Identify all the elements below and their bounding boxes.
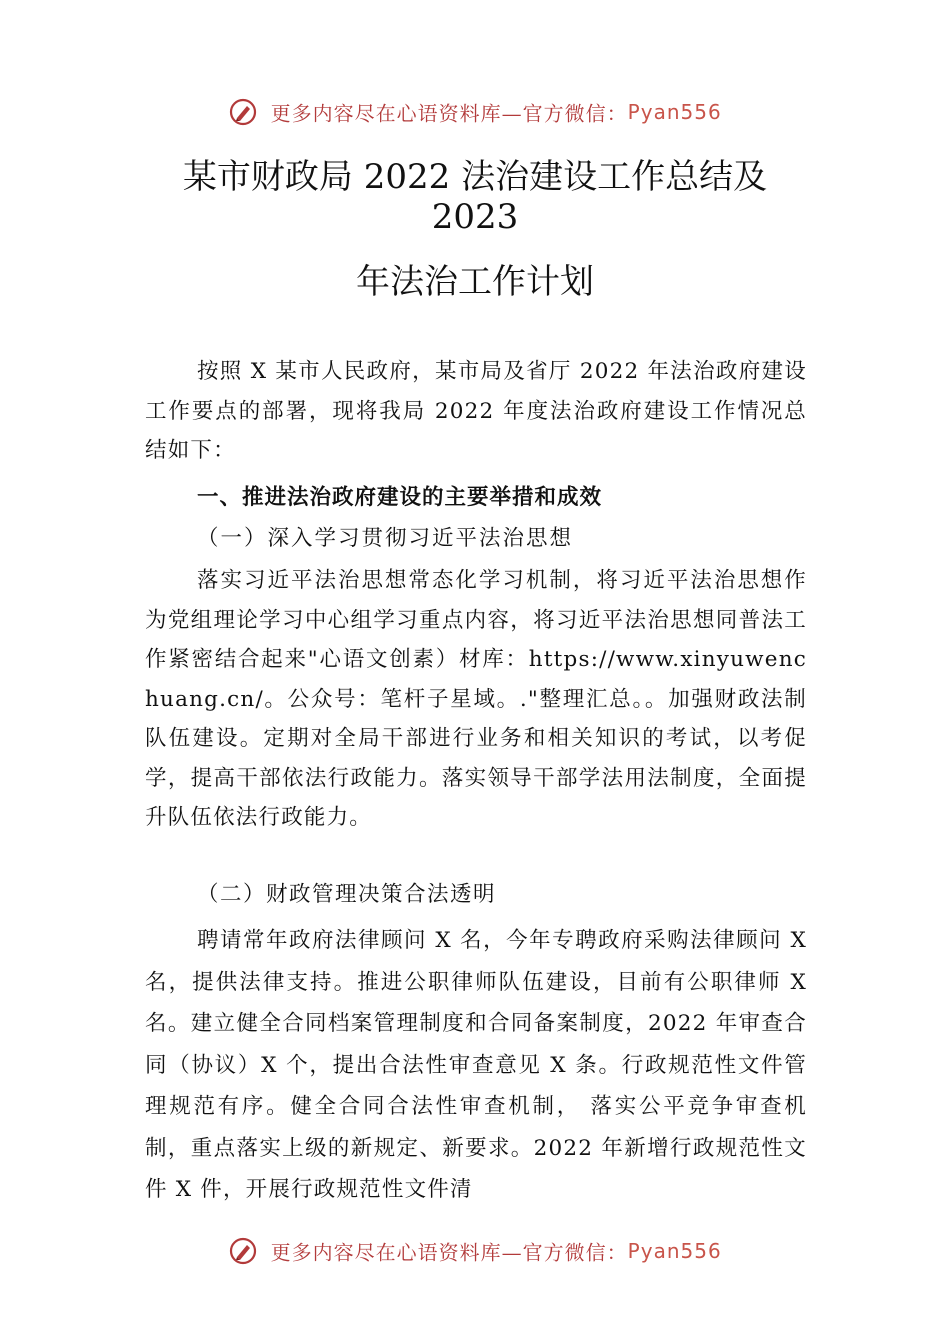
section-1-heading: 一、推进法治政府建设的主要举措和成效 [197,485,603,510]
footer-watermark [0,1236,950,1266]
pen-logo-icon [228,1236,258,1266]
header-watermark [0,97,950,127]
watermark-text: 更多内容尽在心语资料库—官方微信： [270,1240,628,1265]
subsection-1-heading: （一）深入学习贯彻习近平法治思想 [197,526,574,551]
document-title-line-2: 2023 [431,197,519,237]
subsection-2-body: 聘请常年政府法律顾问 X 名，今年专聘政府采购法律顾问 X 名，提供法律支持。推进公职律师队伍建设，目前有公职律师 X 名。建立健全合同档案管理制度和合同备案制度，2022 年审查合同（协议）X 个，提出合法性审查意见 X 条。行政规范性文件管理规范有序。健全合同合法性审查机制， 落实公平竞争审查机制，重点落实上级的新规定、新要求。2022 年新增行政规范性文件 X 件，开展行政规范性文件清 [145,928,807,1202]
intro-paragraph: 按照 X 某市人民政府，某市局及省厅 2022 年法治政府建设工作要点的部署，现将我局 2022 年度法治政府建设工作情况总结如下： [145,359,807,463]
subsection-2-heading: （二）财政管理决策合法透明 [197,882,497,907]
watermark-wechat-id: Pyan556 [627,100,722,124]
watermark-text: 更多内容尽在心语资料库—官方微信： [270,101,628,126]
document-title-line-1: 某市财政局 2022 法治建设工作总结及 [182,157,768,197]
pen-logo-icon [228,97,258,127]
watermark-wechat-id: Pyan556 [627,1239,722,1263]
document-title-line-3: 年法治工作计划 [356,262,594,302]
subsection-1-body: 落实习近平法治思想常态化学习机制，将习近平法治思想作为党组理论学习中心组学习重点内容，将习近平法治思想同普法工作紧密结合起来"心语文创素）材库：https://www.xinyuwenchuang.cn/。公众号：笔杆子星域。."整理汇总。。加强财政法制队伍建设。定期对全局干部进行业务和相关知识的考试，以考促学，提高干部依法行政能力。落实领导干部学法用法制度，全面提升队伍依法行政能力。 [145,568,807,830]
